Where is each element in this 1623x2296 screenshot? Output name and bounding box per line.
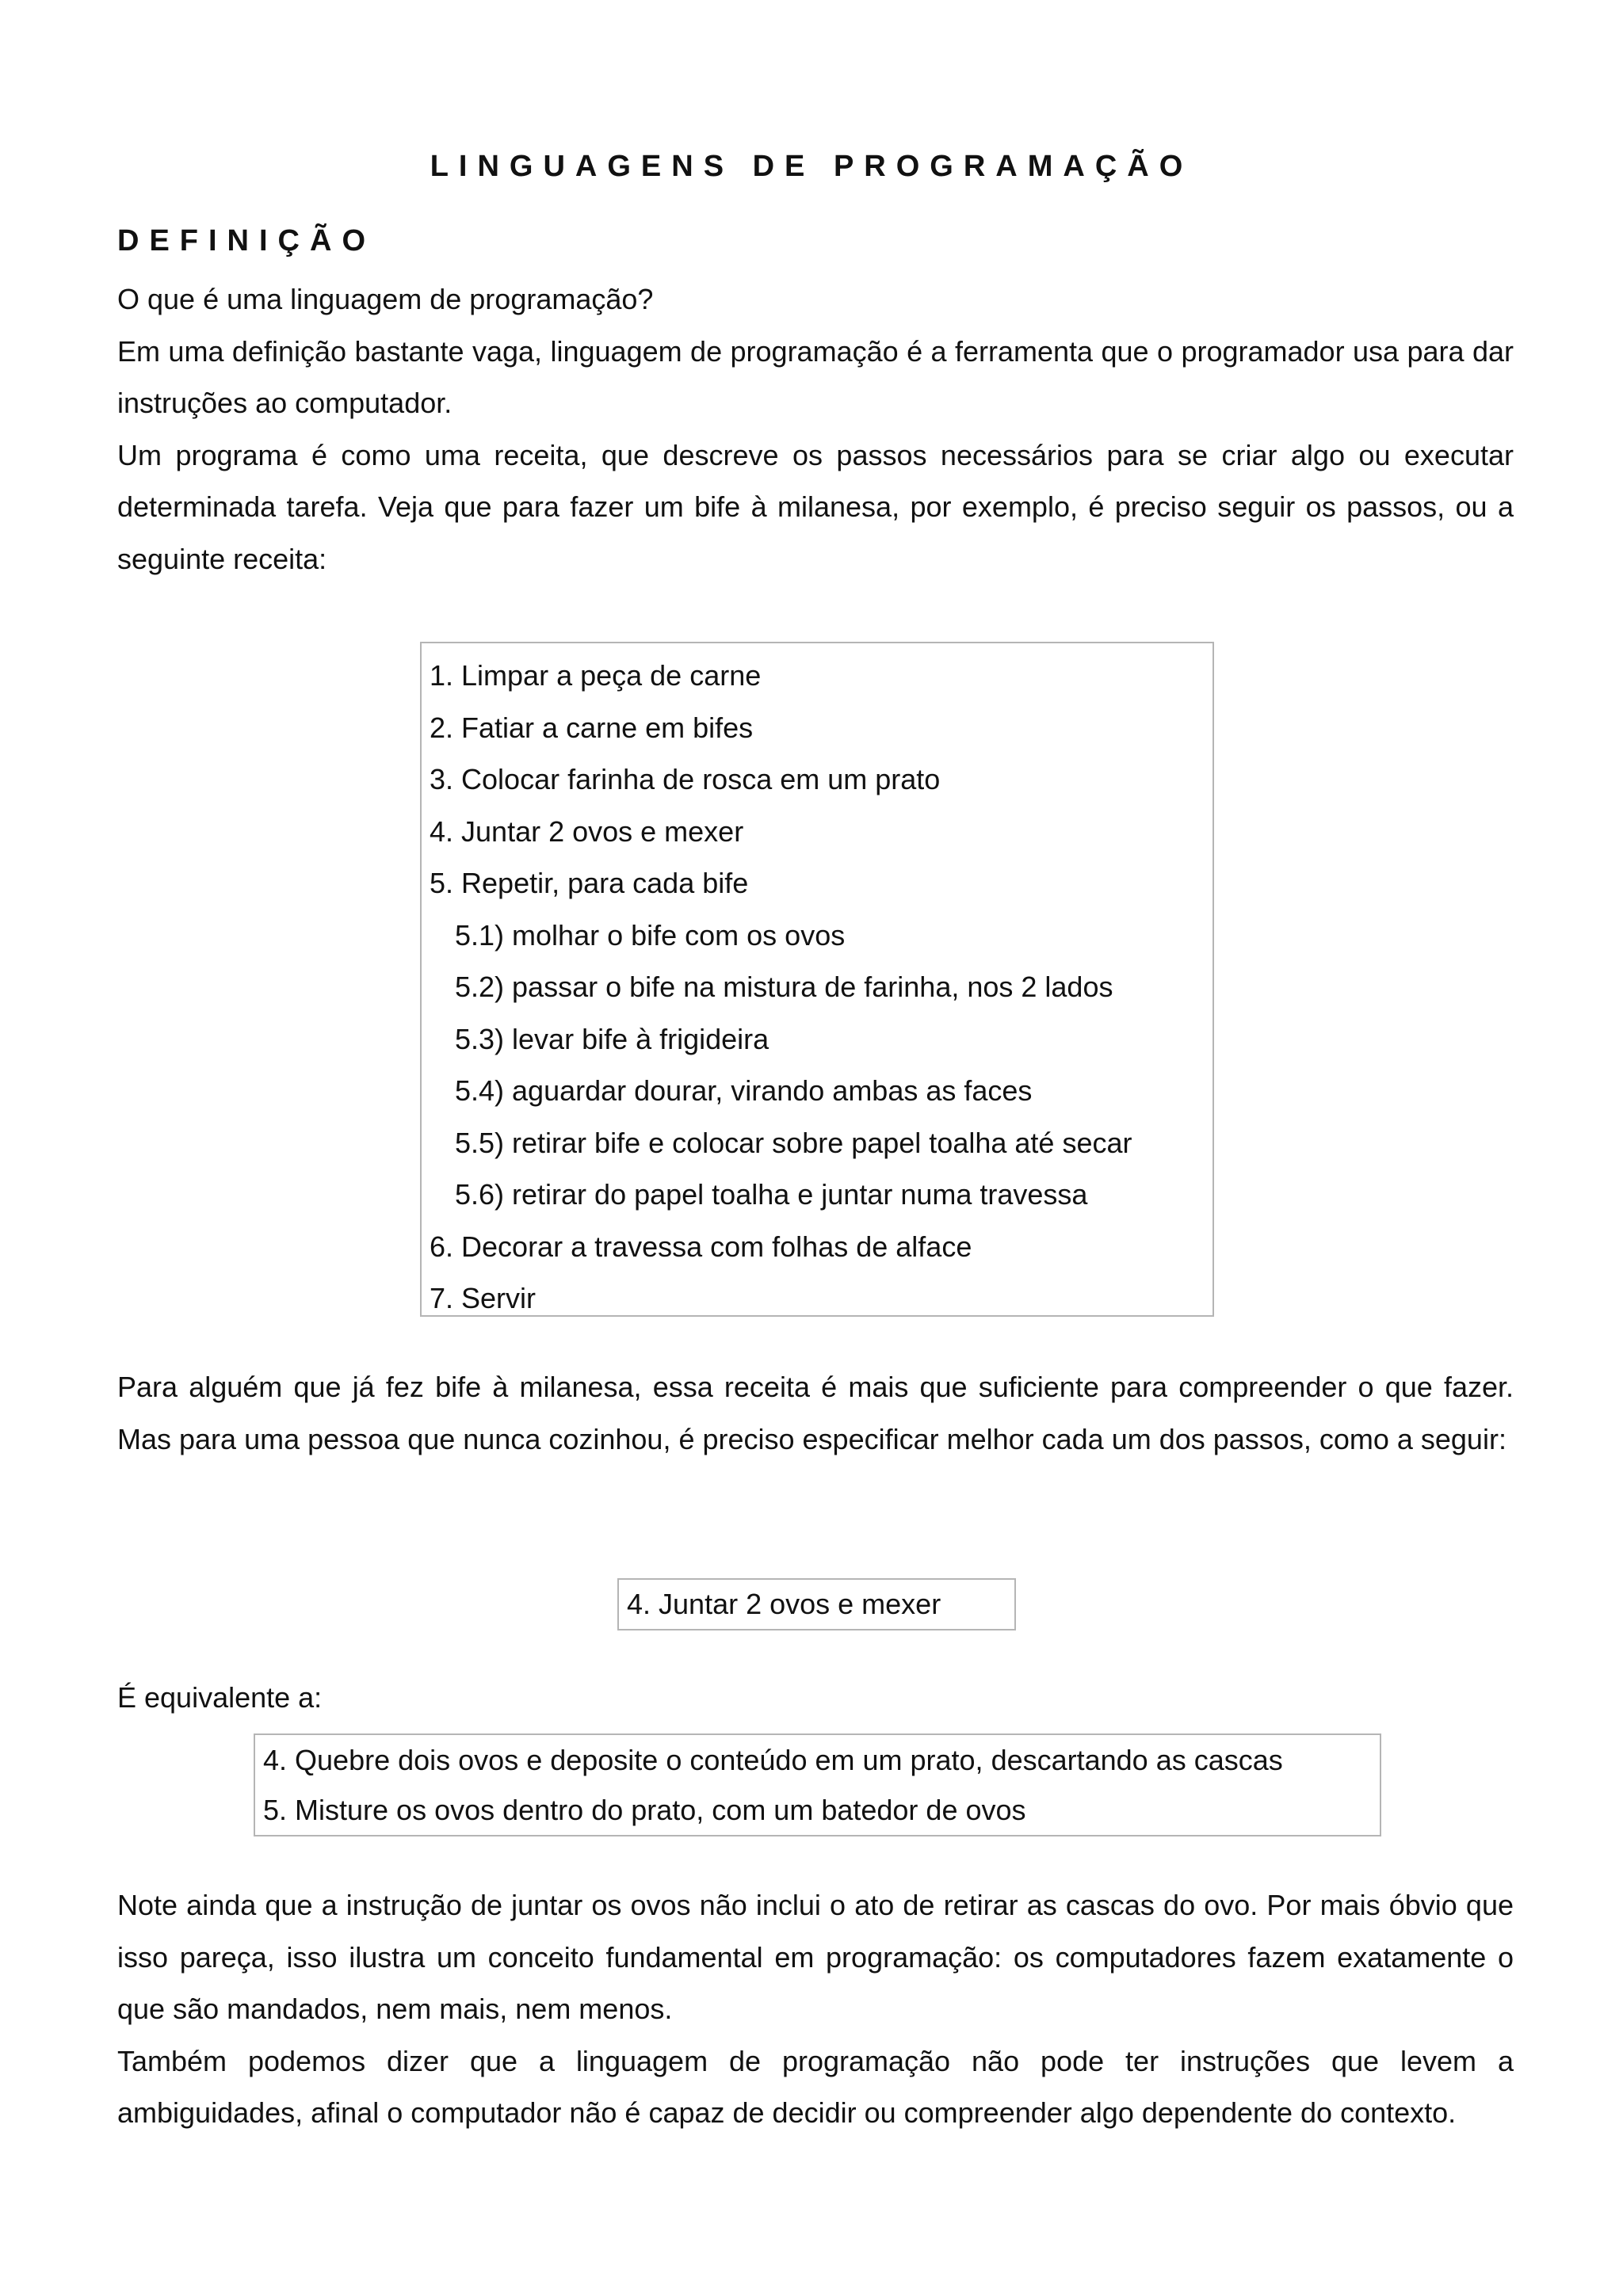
equivalent-label: É equivalente a: xyxy=(117,1681,323,1714)
recipe-step: 3. Colocar farinha de rosca em um prato xyxy=(430,763,941,795)
recipe-box xyxy=(420,642,1214,1317)
middle-block xyxy=(117,1361,1514,1465)
recipe-substep: 5.6) retirar do papel toalha e juntar numa travessa xyxy=(455,1178,1088,1211)
closing-paragraph: Também podemos dizer que a linguagem de programação não pode ter instruções que levem a ambiguidades, afinal o computador não é capaz de decidir ou compreender algo dependente do contexto. xyxy=(117,2044,1514,2129)
recipe-substep: 5.1) molhar o bife com os ovos xyxy=(455,918,846,952)
equivalent-box xyxy=(254,1733,1381,1836)
intro-paragraph: Em uma definição bastante vaga, linguagem de programação é a ferramenta que o programador usa para dar instruções ao computador. xyxy=(117,334,1514,419)
recipe-step: 4. Juntar 2 ovos e mexer xyxy=(430,814,744,848)
document-title: LINGUAGENS DE PROGRAMAÇÃO xyxy=(430,150,1193,183)
recipe-substep: 5.3) levar bife à frigideira xyxy=(455,1022,769,1055)
intro-paragraph: Um programa é como uma receita, que descreve os passos necessários para se criar algo ou executar determinada tarefa. Veja que para fazer um bife à milanesa, por exemplo, é preciso seguir os passos, ou a seguinte receita: xyxy=(117,438,1514,575)
recipe-step: 6. Decorar a travessa com folhas de alface xyxy=(430,1230,972,1263)
recipe-step: 5. Repetir, para cada bife xyxy=(430,867,749,899)
intro-question: O que é uma linguagem de programação? xyxy=(117,283,654,315)
recipe-substep: 5.5) retirar bife e colocar sobre papel toalha até secar xyxy=(455,1126,1132,1159)
recipe-step: 2. Fatiar a carne em bifes xyxy=(430,711,754,744)
section-heading: DEFINIÇÃO xyxy=(117,224,376,257)
single-step: 4. Juntar 2 ovos e mexer xyxy=(627,1588,941,1620)
recipe-step: 7. Servir xyxy=(430,1282,537,1314)
middle-paragraph: Para alguém que já fez bife à milanesa, essa receita é mais que suficiente para compreender o que fazer. Mas para uma pessoa que nunca cozinhou, é preciso especificar melhor cada um dos passos, como a seguir: xyxy=(117,1371,1514,1455)
equivalent-block xyxy=(117,1672,1514,1724)
recipe-substep: 5.4) aguardar dourar, virando ambas as faces xyxy=(455,1074,1033,1107)
recipe-step: 1. Limpar a peça de carne xyxy=(430,659,762,692)
closing-block xyxy=(117,1879,1514,2139)
recipe-substep: 5.2) passar o bife na mistura de farinha, nos 2 lados xyxy=(455,971,1113,1003)
single-step-box xyxy=(617,1578,1016,1630)
equivalent-step: 5. Misture os ovos dentro do prato, com um batedor de ovos xyxy=(263,1794,1026,1826)
equivalent-step: 4. Quebre dois ovos e deposite o conteúdo em um prato, descartando as cascas xyxy=(263,1744,1283,1776)
closing-paragraph: Note ainda que a instrução de juntar os ovos não inclui o ato de retirar as cascas do ovo. Por mais óbvio que isso pareça, isso ilustra um conceito fundamental em programação: os computadores fazem exatamente o que são mandados, nem mais, nem menos. xyxy=(117,1889,1514,2025)
intro-block xyxy=(117,273,1514,585)
